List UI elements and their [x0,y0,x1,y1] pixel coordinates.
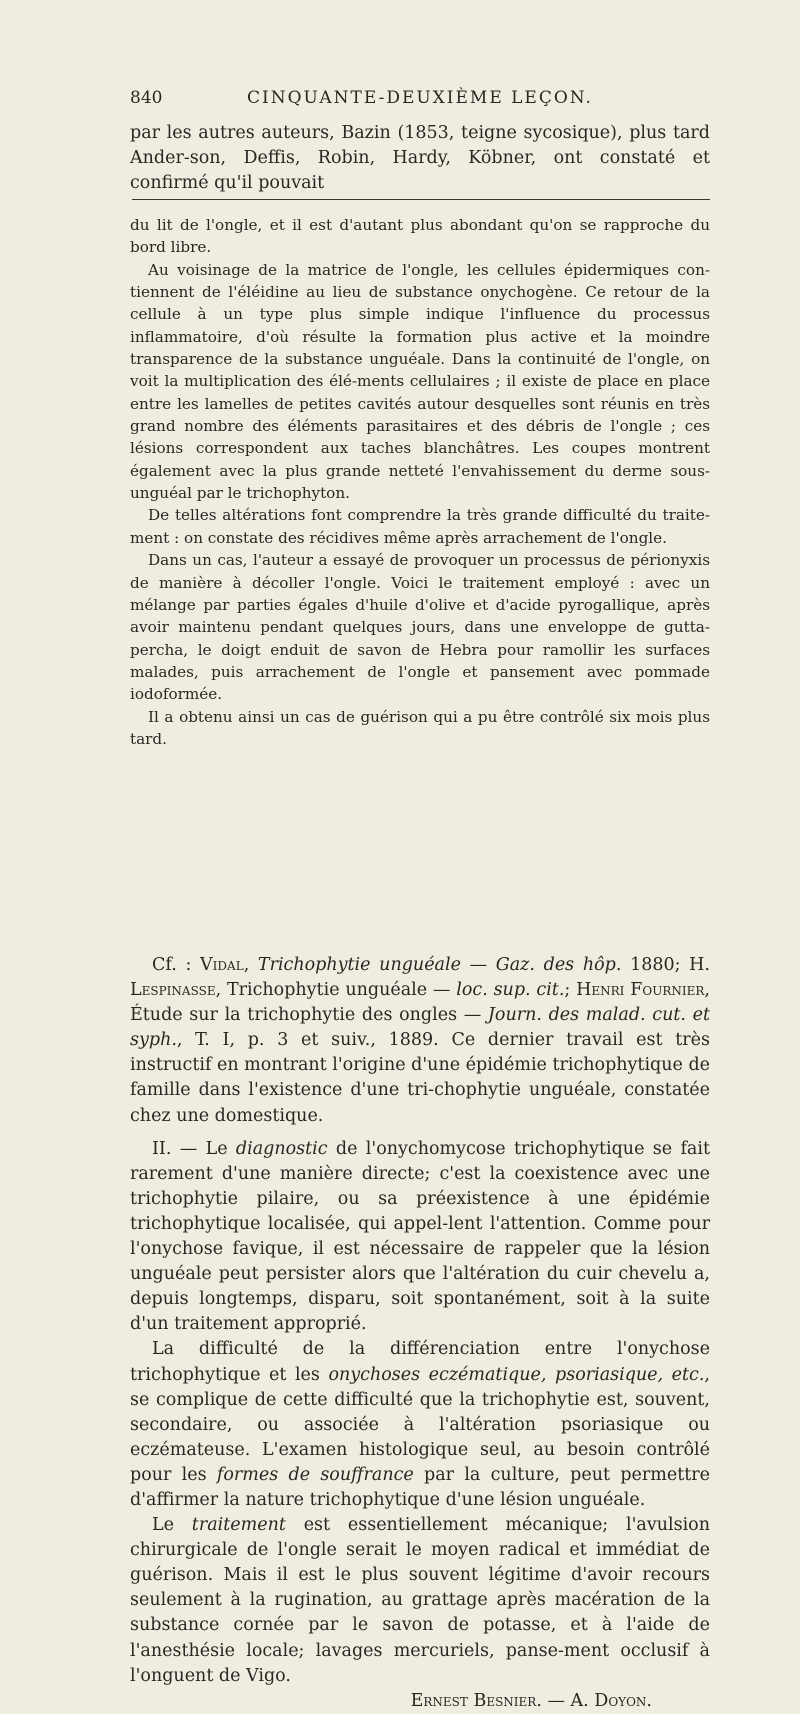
footnote-paragraph: Au voisinage de la matrice de l'ongle, les cellules épidermiques con-tiennent de l'éléidine au lieu de substance onychogène. Ce retour de la cellule à un type plus simple indique l'influence du processus inflammatoire, d'où résulte la formation plus active et la moindre transparence de la substance unguéale. Dans la continuité de l'ongle, on voit la multiplication des élé-ments cellulaires ; il existe de place en place entre les lamelles de petites cavités autour desquelles sont réunis en très grand nombre des éléments parasitaires et des débris de l'ongle ; ces lésions correspondent aux taches blanchâtres. Les coupes montrent également avec la plus grande netteté l'envahissement du derme sous-unguéal par le trichophyton. [130,260,710,503]
author-lespinasse: Lespinasse [130,980,216,1001]
continuation-text [130,121,710,196]
page-number: 840 [130,88,163,108]
differential-paragraph: La difficulté de la différenciation entre l'onychose trichophytique et les onychoses eczématique, psoriasique, etc., se complique de cette difficulté que la trichophytie est, souvent, secondaire, ou associée à l'altération psoriasique ou eczémateuse. L'examen histologique seul, au besoin contrôlé pour les formes de souffrance par la culture, peut permettre d'affirmer la nature trichophytique d'une lésion unguéale. [130,1339,710,1510]
header-title: CINQUANTE-DEUXIÈME LEÇON. [247,88,593,108]
main-body [130,953,710,1714]
continuation-paragraph: par les autres auteurs, Bazin (1853, teigne sycosique), plus tard Ander-son, Deffis, Robin, Hardy, Köbner, ont constaté et confirmé qu'il pouvait [130,123,710,193]
author-fournier: Henri Fournier [576,980,705,1001]
running-header [130,88,710,114]
footnote-paragraph: Dans un cas, l'auteur a essayé de provoquer un processus de périonyxis de manière à décoller l'ongle. Voici le traitement employé : avec un mélange par parties égales d'huile d'olive et d'acide pyrogallique, après avoir maintenu pendant quelques jours, dans une enveloppe de gutta-percha, le doigt enduit de savon de Hebra pour ramollir les surfaces malades, puis arrachement de l'ongle et pansement avec pommade iodoformée. [130,551,710,704]
footnote-paragraph: Il a obtenu ainsi un cas de guérison qui a pu être contrôlé six mois plus tard. [130,707,710,748]
footnote-divider [132,199,710,200]
treatment-paragraph: Le traitement est essentiellement mécanique; l'avulsion chirurgicale de l'ongle serait le moyen radical et immédiat de guérison. Mais il est le plus souvent légitime d'avoir recours seulement à la rugination, au grattage après macération de la substance cornée par le savon de potasse, et à l'aide de l'anesthésie locale; lavages mercuriels, panse-ment occlusif à l'onguent de Vigo. [130,1515,710,1686]
journal-title: Journ. des malad. cut. et syph. [130,1005,710,1051]
footnote-paragraph: du lit de l'ongle, et il est d'autant plus abondant qu'on se rapproche du bord libre. [130,216,710,257]
footnote-paragraph: De telles altérations font comprendre la très grande difficulté du traite-ment : on constate des récidives même après arrachement de l'ongle. [130,506,710,547]
ref-title: Trichophytie unguéale — Gaz. des hôp. [257,955,622,975]
footnote-block [130,214,710,750]
author-vidal: Vidal [200,955,244,975]
signature: Ernest Besnier. — A. Doyon. [410,1690,652,1711]
diagnostic-paragraph: II. — Le diagnostic de l'onychomycose trichophytique se fait rarement d'une manière directe; c'est la coexistence avec une trichophytie pilaire, ou sa préexistence à une épidémie trichophytique localisée, qui appel-lent l'attention. Comme pour l'onychose favique, il est nécessaire de rappeler que la lésion unguéale peut persister alors que l'altération du cuir chevelu a, depuis longtemps, disparu, soit spontanément, soit à la suite d'un traitement approprié. [130,1138,710,1335]
references-paragraph: Cf. : Vidal, Trichophytie unguéale — Gaz. des hôp. 1880; H. Lespinasse, Trichophytie unguéale — loc. sup. cit.; Henri Fournier, Étude sur la trichophytie des ongles — Journ. des malad. cut. et syph., T. I, p. 3 et suiv., 1889. Ce dernier travail est très instructif en montrant l'origine d'une épidémie trichophytique de famille dans l'existence d'une tri-chophytie unguéale, constatée chez une domestique. [130,955,711,1126]
